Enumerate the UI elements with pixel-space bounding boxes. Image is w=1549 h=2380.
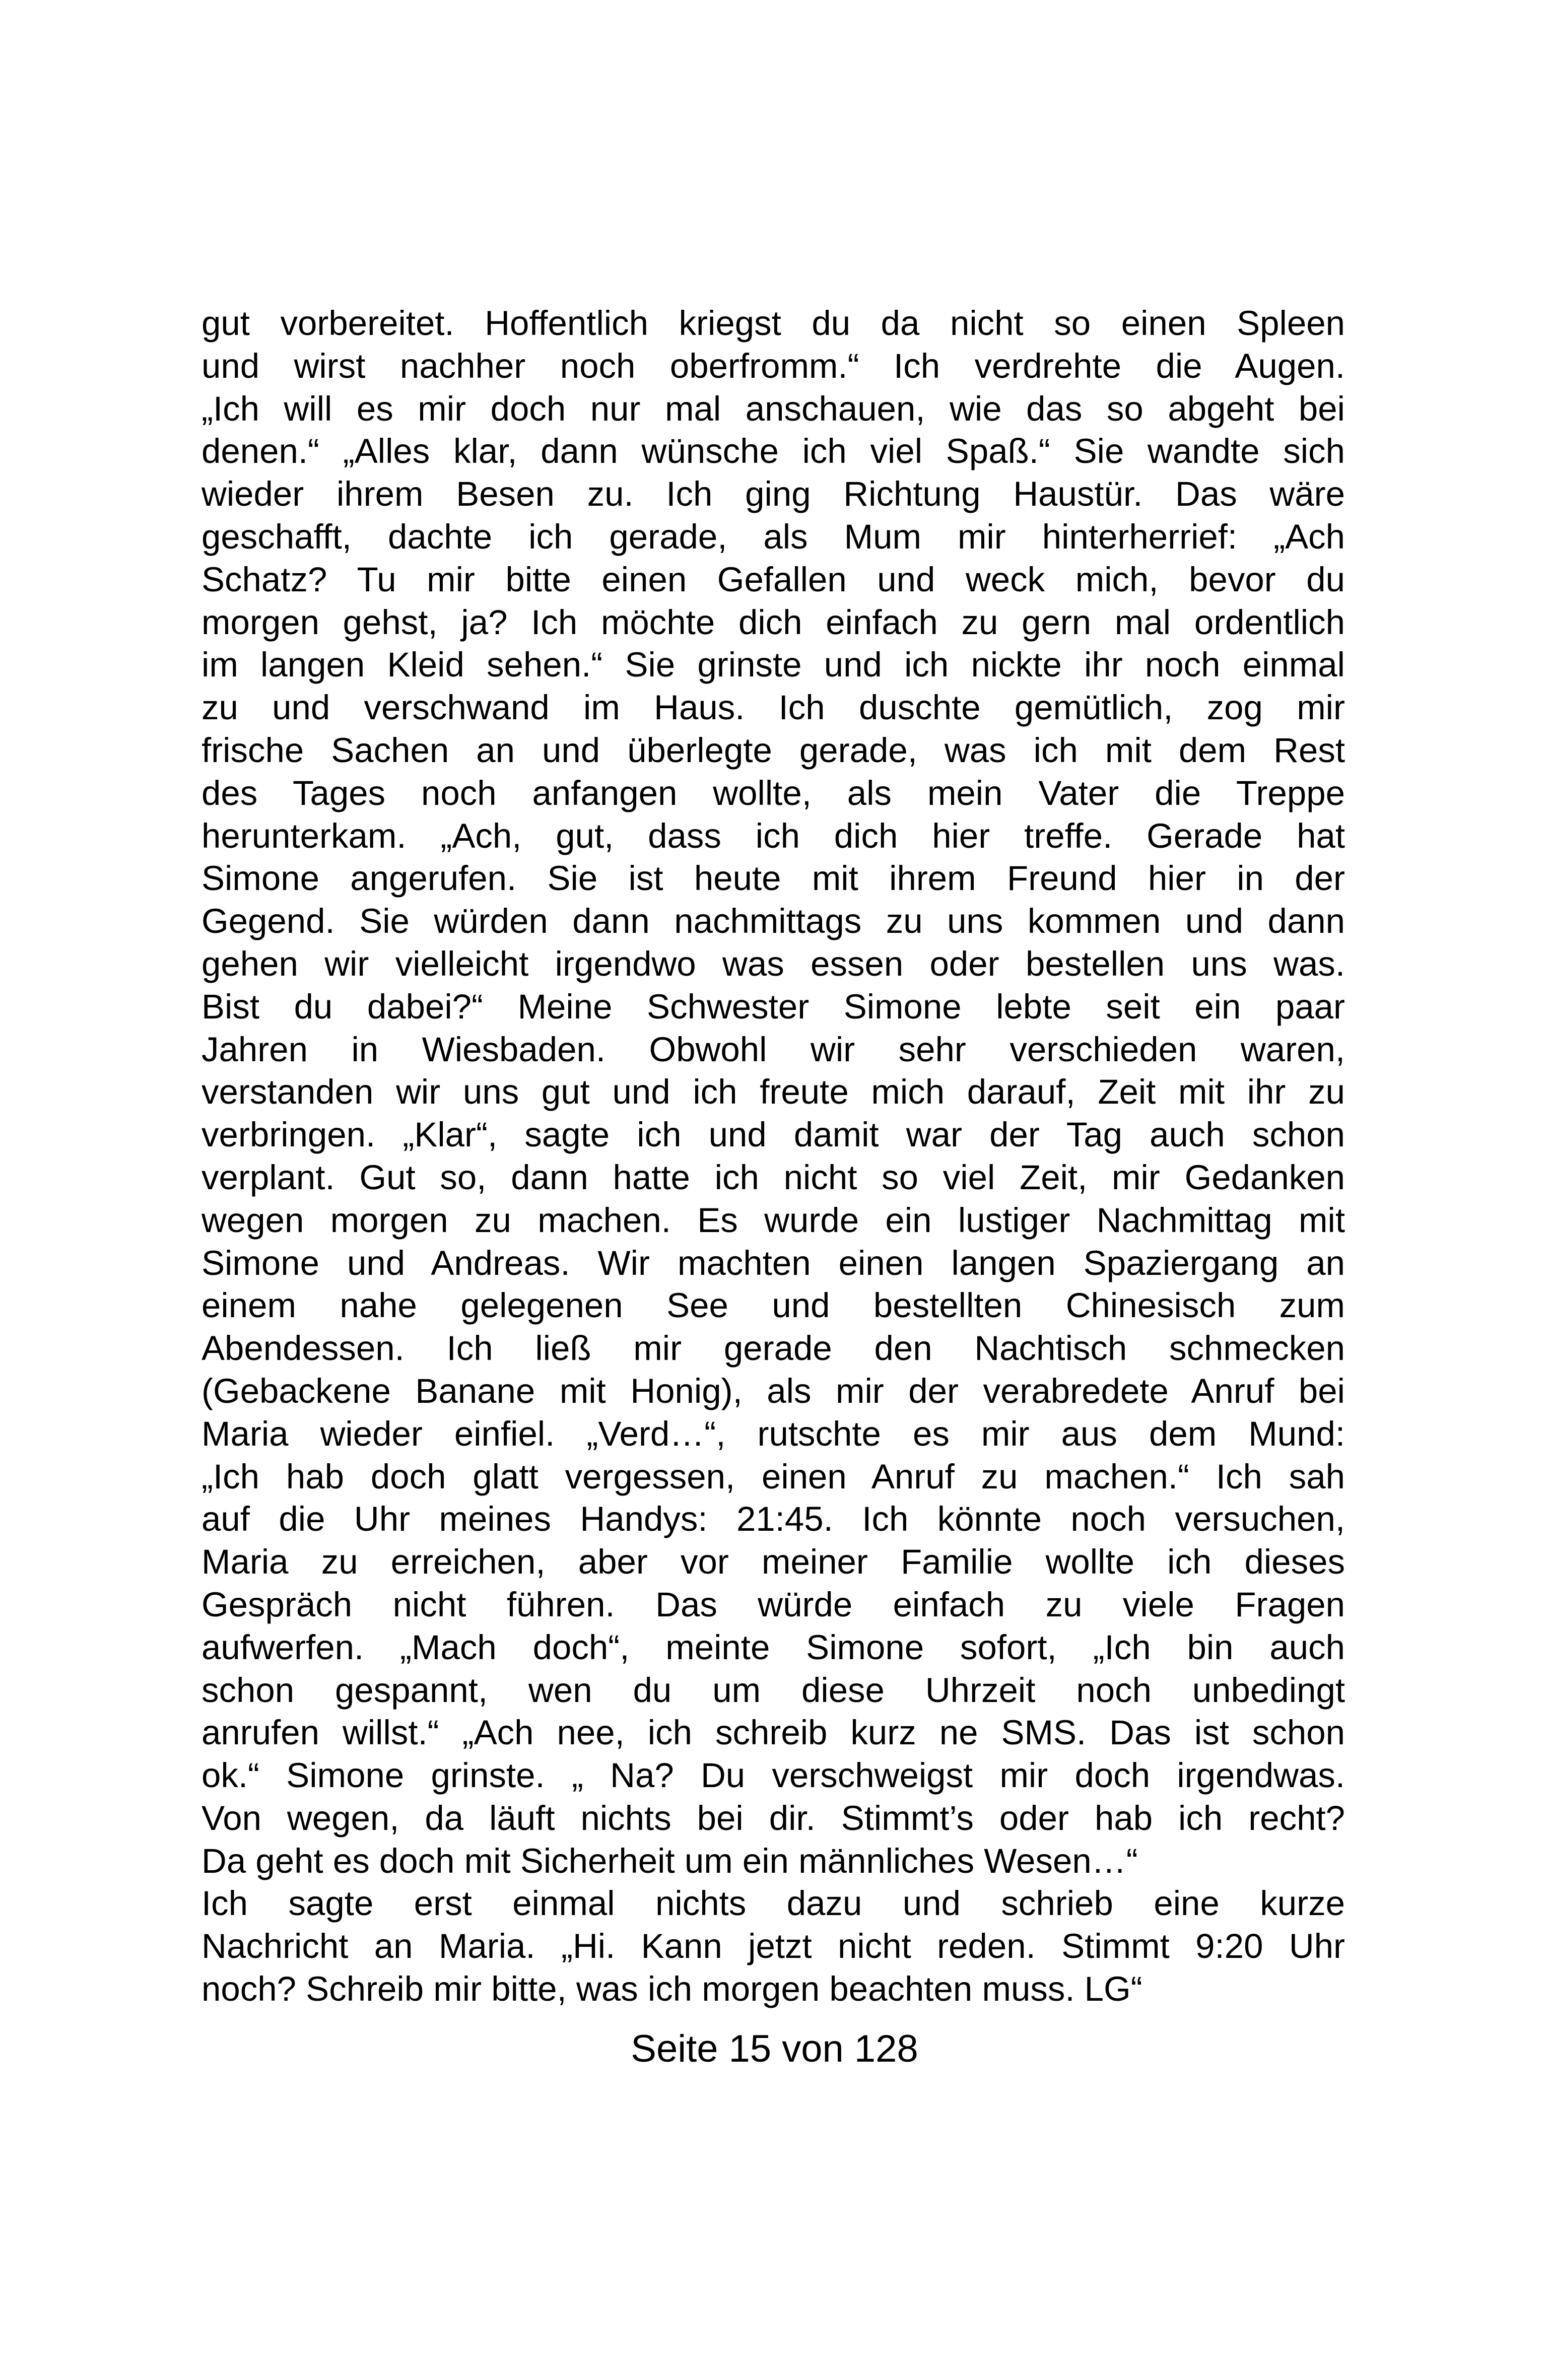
page-number: Seite 15 von 128 <box>631 2027 918 2070</box>
text-line: einem nahe gelegenen See und bestellten Chinesisch zum <box>201 1286 1345 1325</box>
text-line: im langen Kleid sehen.“ Sie grinste und ich nickte ihr noch einmal <box>201 645 1345 685</box>
text-line: Von wegen, da läuft nichts bei dir. Stimmt’s oder hab ich recht? <box>201 1798 1345 1838</box>
text-line: frische Sachen an und überlegte gerade, was ich mit dem Rest <box>201 730 1345 770</box>
text-line: „Ich will es mir doch nur mal anschauen, wie das so abgeht bei <box>201 389 1345 428</box>
text-line: Schatz? Tu mir bitte einen Gefallen und weck mich, bevor du <box>201 560 1345 599</box>
text-line: zu und verschwand im Haus. Ich duschte gemütlich, zog mir <box>201 688 1345 727</box>
text-line: gehen wir vielleicht irgendwo was essen oder bestellen uns was. <box>201 944 1345 983</box>
text-line: denen.“ „Alles klar, dann wünsche ich viel Spaß.“ Sie wandte sich <box>201 432 1345 471</box>
text-line: Simone und Andreas. Wir machten einen langen Spaziergang an <box>201 1243 1345 1282</box>
text-line: Bist du dabei?“ Meine Schwester Simone lebte seit ein paar <box>201 987 1345 1026</box>
text-line: gut vorbereitet. Hoffentlich kriegst du da nicht so einen Spleen <box>201 304 1345 343</box>
text-line: aufwerfen. „Mach doch“, meinte Simone sofort, „Ich bin auch <box>201 1627 1345 1667</box>
text-line: anrufen willst.“ „Ach nee, ich schreib kurz ne SMS. Das ist schon <box>201 1713 1345 1752</box>
text-line: auf die Uhr meines Handys: 21:45. Ich könnte noch versuchen, <box>201 1500 1345 1539</box>
text-line: Jahren in Wiesbaden. Obwohl wir sehr verschieden waren, <box>201 1030 1345 1069</box>
text-line: verbringen. „Klar“, sagte ich und damit war der Tag auch schon <box>201 1115 1345 1154</box>
text-line: Gespräch nicht führen. Das würde einfach zu viele Fragen <box>201 1585 1345 1624</box>
text-line: verstanden wir uns gut und ich freute mich darauf, Zeit mit ihr zu <box>201 1072 1345 1112</box>
text-line: herunterkam. „Ach, gut, dass ich dich hier treffe. Gerade hat <box>201 816 1345 855</box>
text-line: Ich sagte erst einmal nichts dazu und schrieb eine kurze <box>201 1884 1345 1923</box>
text-line: (Gebackene Banane mit Honig), als mir der verabredete Anruf bei <box>201 1371 1345 1410</box>
text-line: verplant. Gut so, dann hatte ich nicht so viel Zeit, mir Gedanken <box>201 1158 1345 1197</box>
text-line: Da geht es doch mit Sicherheit um ein männliches Wesen…“ <box>201 1841 1138 1880</box>
body-text <box>201 302 1345 2011</box>
text-line: Gegend. Sie würden dann nachmittags zu uns kommen und dann <box>201 902 1345 941</box>
text-line: Maria zu erreichen, aber vor meiner Familie wollte ich dieses <box>201 1542 1345 1582</box>
text-line: morgen gehst, ja? Ich möchte dich einfach zu gern mal ordentlich <box>201 602 1345 642</box>
text-line: Abendessen. Ich ließ mir gerade den Nachtisch schmecken <box>201 1329 1345 1368</box>
text-line: geschafft, dachte ich gerade, als Mum mir hinterherrief: „Ach <box>201 517 1345 556</box>
text-line: und wirst nachher noch oberfromm.“ Ich verdrehte die Augen. <box>201 346 1345 385</box>
text-line: Maria wieder einfiel. „Verd…“, rutschte es mir aus dem Mund: <box>201 1414 1345 1453</box>
text-line: ok.“ Simone grinste. „ Na? Du verschweigst mir doch irgendwas. <box>201 1756 1345 1795</box>
text-line: noch? Schreib mir bitte, was ich morgen beachten muss. LG“ <box>201 1969 1142 2009</box>
text-line: „Ich hab doch glatt vergessen, einen Anruf zu machen.“ Ich sah <box>201 1457 1345 1496</box>
text-line: wieder ihrem Besen zu. Ich ging Richtung Haustür. Das wäre <box>201 474 1345 514</box>
text-line: wegen morgen zu machen. Es wurde ein lustiger Nachmittag mit <box>201 1200 1345 1240</box>
text-line: des Tages noch anfangen wollte, als mein Vater die Treppe <box>201 773 1345 812</box>
text-line: schon gespannt, wen du um diese Uhrzeit noch unbedingt <box>201 1670 1345 1710</box>
text-line: Nachricht an Maria. „Hi. Kann jetzt nicht reden. Stimmt 9:20 Uhr <box>201 1927 1345 1966</box>
text-line: Simone angerufen. Sie ist heute mit ihrem Freund hier in der <box>201 859 1345 898</box>
